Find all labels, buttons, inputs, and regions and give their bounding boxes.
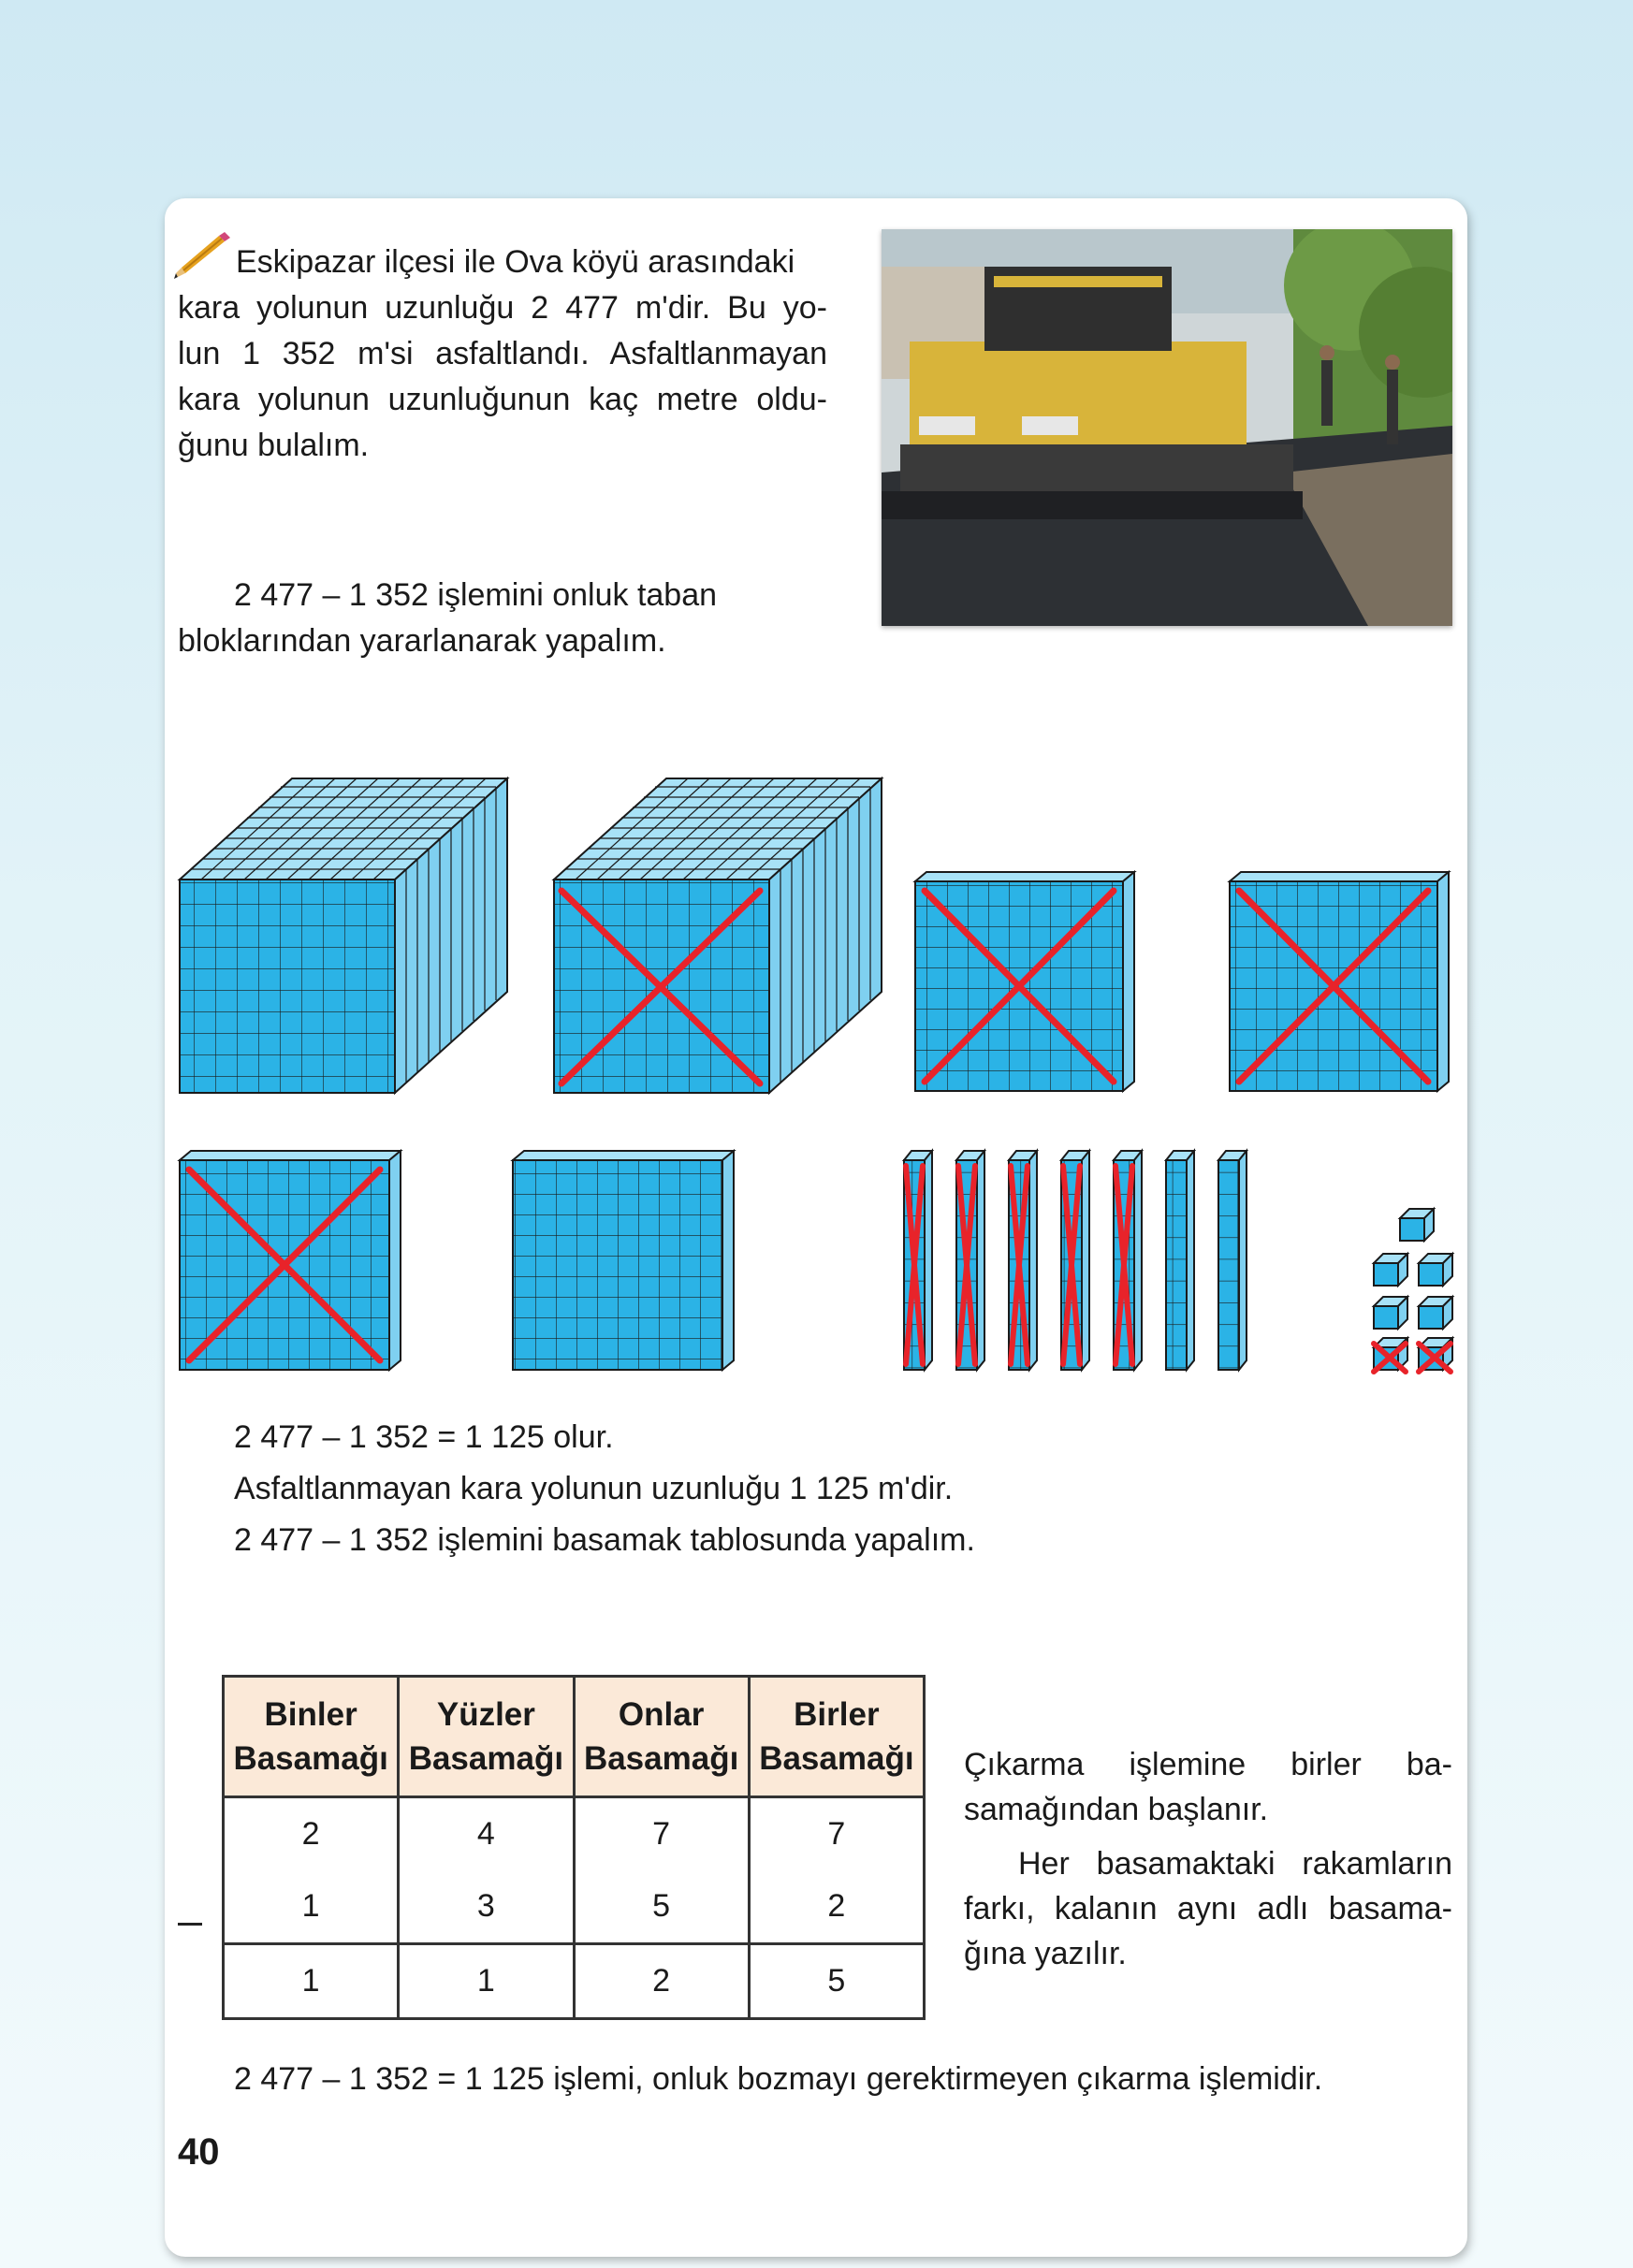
hundred-block-3	[180, 1151, 401, 1370]
problem-line-4: kara yolunun uzunluğunun kaç metre oldu-	[178, 382, 827, 417]
table-cell: 2	[574, 1944, 749, 2019]
explanation-line-3: Her basamaktaki rakamların	[1018, 1846, 1452, 1882]
table-cell: 1	[399, 1944, 574, 2019]
unit-cube-5	[1419, 1297, 1452, 1329]
unit-cube-7	[1419, 1338, 1452, 1372]
problem-line-5: ğunu bulalım.	[178, 428, 370, 463]
unit-cube-6	[1374, 1338, 1407, 1372]
table-cell: 4	[399, 1797, 574, 1871]
explanation-line-2: samağından başlanır.	[964, 1792, 1269, 1827]
conclusion-text: 2 477 – 1 352 = 1 125 işlemi, onluk bozmayı gerektirmeyen çıkarma işlemidir.	[234, 2061, 1323, 2097]
unit-cube-3	[1419, 1254, 1452, 1286]
intro-line-1: 2 477 – 1 352 işlemini onluk taban	[234, 577, 718, 613]
table-cell: 7	[749, 1797, 924, 1871]
thousand-block-1	[180, 778, 507, 1093]
hundred-block-2	[1230, 872, 1449, 1091]
table-cell: 5	[574, 1870, 749, 1944]
result-line-1: 2 477 – 1 352 = 1 125 olur.	[234, 1419, 614, 1455]
unit-cubes	[1374, 1209, 1452, 1372]
minus-sign	[178, 1923, 202, 1926]
table-row-result	[224, 1944, 925, 2019]
header-hundreds: Yüzler Basamağı	[399, 1677, 574, 1797]
hundred-block-1	[915, 872, 1134, 1091]
table-cell: 1	[224, 1944, 399, 2019]
explanation-line-1: Çıkarma işlemine birler ba-	[964, 1747, 1452, 1782]
hundred-block-4	[513, 1151, 734, 1370]
ten-rod-4	[1061, 1151, 1089, 1370]
table-row	[224, 1797, 925, 1871]
table-cell: 7	[574, 1797, 749, 1871]
ten-rod-7	[1218, 1151, 1247, 1370]
table-cell: 2	[749, 1870, 924, 1944]
result-line-3: 2 477 – 1 352 işlemini basamak tablosunda yapalım.	[234, 1522, 975, 1558]
header-thousands: Binler Basamağı	[224, 1677, 399, 1797]
ten-rod-6	[1166, 1151, 1194, 1370]
page-number: 40	[178, 2131, 220, 2173]
ten-rod-3	[1009, 1151, 1037, 1370]
table-cell: 3	[399, 1870, 574, 1944]
explanation-line-5: ğına yazılır.	[964, 1936, 1127, 1971]
result-line-2: Asfaltlanmayan kara yolunun uzunluğu 1 125 m'dir.	[234, 1471, 954, 1506]
unit-cube-2	[1374, 1254, 1407, 1286]
intro-line-2: bloklarından yararlanarak yapalım.	[178, 623, 666, 659]
header-ones: Birler Basamağı	[749, 1677, 924, 1797]
table-cell: 1	[224, 1870, 399, 1944]
table-header-row	[224, 1677, 925, 1797]
problem-line-1: Eskipazar ilçesi ile Ova köyü arasındaki	[236, 244, 795, 280]
unit-cube-4	[1374, 1297, 1407, 1329]
ten-rod-2	[956, 1151, 984, 1370]
table-cell: 5	[749, 1944, 924, 2019]
header-tens: Onlar Basamağı	[574, 1677, 749, 1797]
problem-line-2: kara yolunun uzunluğu 2 477 m'dir. Bu yo-	[178, 290, 827, 326]
unit-cube-1	[1400, 1209, 1434, 1241]
thousand-block-2	[554, 778, 882, 1093]
table-row	[224, 1870, 925, 1944]
table-cell: 2	[224, 1797, 399, 1871]
explanation-line-4: farkı, kalanın aynı adlı basama-	[964, 1891, 1452, 1926]
ten-rod-1	[904, 1151, 932, 1370]
problem-line-3: lun 1 352 m'si asfaltlandı. Asfaltlanmayan	[178, 336, 827, 371]
ten-rods	[904, 1151, 1247, 1370]
ten-rod-5	[1114, 1151, 1142, 1370]
place-value-table	[222, 1675, 926, 2020]
